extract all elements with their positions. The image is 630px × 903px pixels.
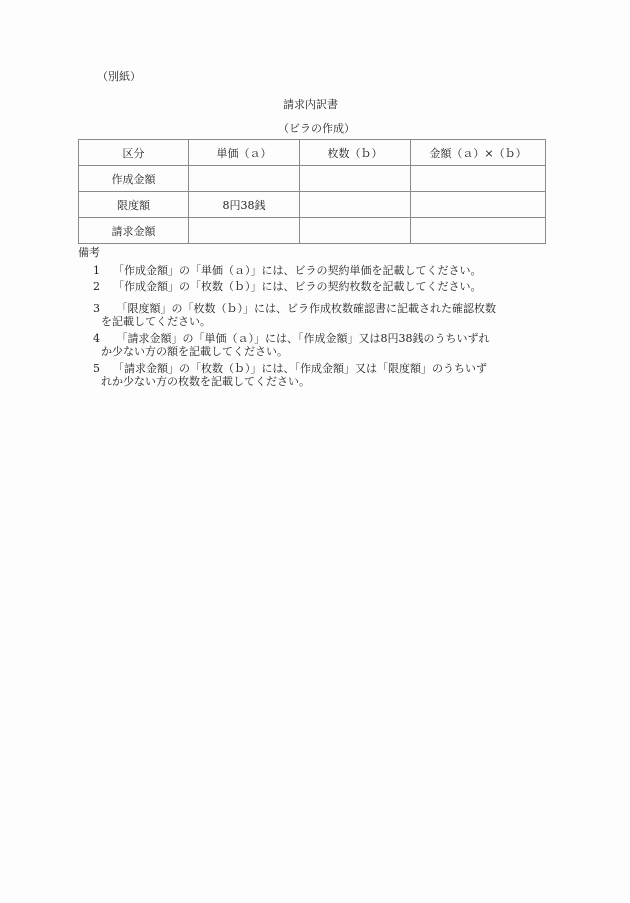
table-row	[79, 218, 546, 244]
note-text: 「限度額」の「枚数（ｂ）」には、ビラ作成枚数確認書に記載された確認枚数	[113, 302, 496, 315]
note-text: 「請求金額」の「枚数（ｂ）」には、「作成金額」又は「限度額」のうちいず	[113, 362, 487, 375]
document-title: 請求内訳書	[283, 98, 338, 111]
note-number: 2	[93, 280, 100, 293]
note-5	[93, 362, 553, 388]
note-text: 「作成金額」の「枚数（ｂ）」には、ビラの契約枚数を記載してください。	[113, 280, 482, 293]
unit-price-cell: 8円38銭	[189, 192, 300, 218]
note-number: 3	[93, 302, 100, 315]
quantity-cell	[300, 192, 411, 218]
table-header-row	[79, 140, 546, 166]
table-row	[79, 192, 546, 218]
amount-cell	[411, 192, 546, 218]
invoice-breakdown-table	[78, 139, 546, 244]
note-1	[93, 264, 553, 277]
note-number: 1	[93, 264, 100, 277]
note-2	[93, 280, 553, 293]
note-text-continued: を記載してください。	[101, 315, 211, 328]
remarks-label: 備考	[78, 246, 100, 259]
note-text: 「請求金額」の「単価（ａ）」には、「作成金額」又は8円38銭のうちいずれ	[113, 332, 490, 345]
amount-cell	[411, 166, 546, 192]
note-3	[93, 302, 553, 328]
note-text: 「作成金額」の「単価（ａ）」には、ビラの契約単価を記載してください。	[113, 264, 482, 277]
attachment-label: （別紙）	[97, 70, 141, 83]
header-cell-unit-price: 単価（ａ）	[189, 140, 300, 166]
document-subtitle: （ビラの作成）	[278, 122, 355, 135]
header-cell-category: 区分	[79, 140, 189, 166]
unit-price-cell	[189, 166, 300, 192]
note-number: 4	[93, 332, 100, 345]
amount-cell	[411, 218, 546, 244]
header-cell-amount: 金額（ａ）×（ｂ）	[411, 140, 546, 166]
quantity-cell	[300, 218, 411, 244]
note-text-continued: か少ない方の額を記載してください。	[101, 345, 288, 358]
note-number: 5	[93, 362, 100, 375]
row-label: 限度額	[79, 192, 189, 218]
row-label: 作成金額	[79, 166, 189, 192]
row-label: 請求金額	[79, 218, 189, 244]
table-row	[79, 166, 546, 192]
header-cell-quantity: 枚数（ｂ）	[300, 140, 411, 166]
note-4	[93, 332, 553, 358]
quantity-cell	[300, 166, 411, 192]
unit-price-cell	[189, 218, 300, 244]
note-text-continued: れか少ない方の枚数を記載してください。	[101, 375, 310, 388]
